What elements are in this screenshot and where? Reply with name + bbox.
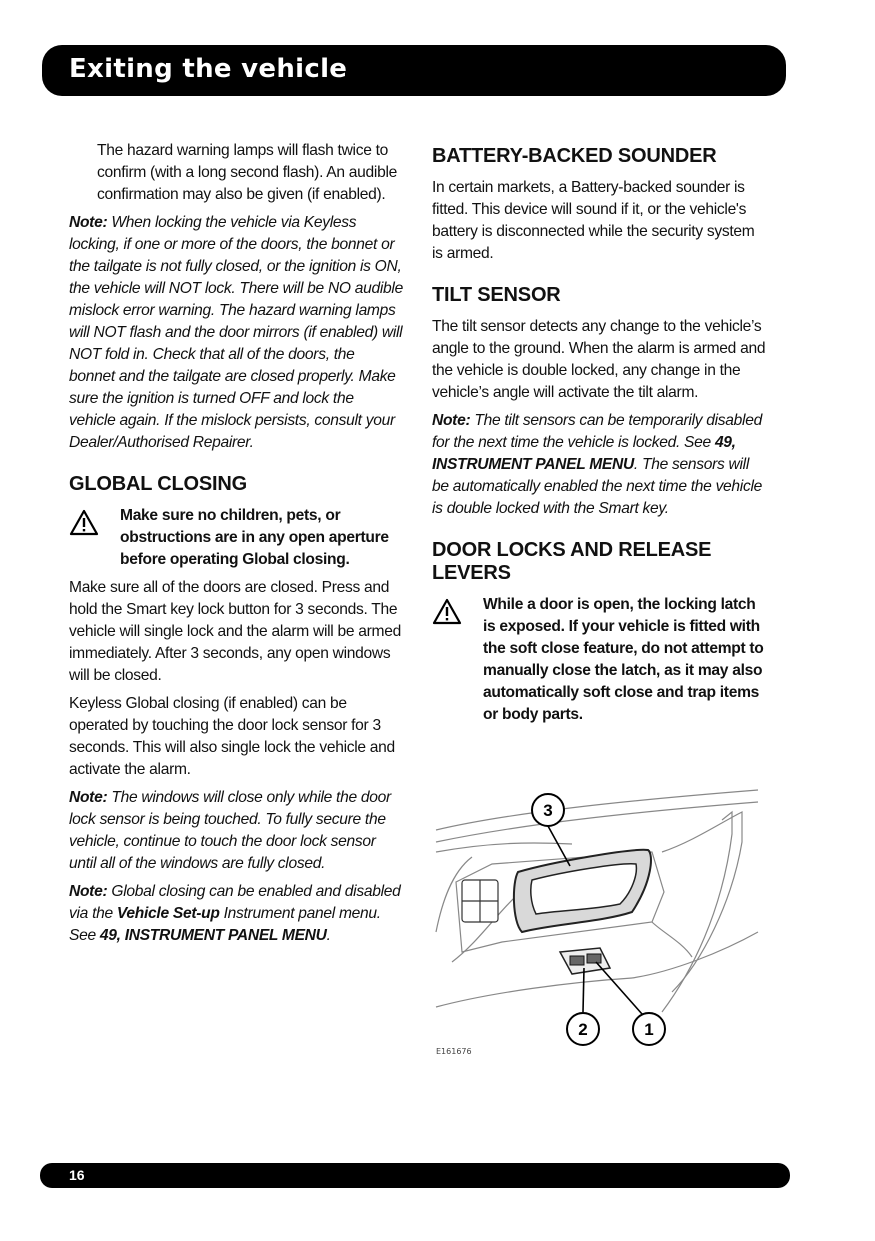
keyless-note xyxy=(69,212,403,454)
note-label: Note: xyxy=(432,412,471,429)
global-closing-paragraph-1: Make sure all of the doors are closed. Press and hold the Smart key lock button for 3 seconds. The vehicle will single lock and the alarm will be armed immediately. After 3 seconds, any open windows will be closed. xyxy=(69,579,401,684)
instrument-panel-menu-link[interactable]: 49, INSTRUMENT PANEL MENU xyxy=(432,434,736,473)
global-closing-heading: GLOBAL CLOSING xyxy=(69,473,247,495)
window-close-note xyxy=(69,787,403,875)
vehicle-setup-menu-ref: Vehicle Set-up xyxy=(116,905,220,922)
warning-icon xyxy=(69,509,99,537)
header-bar xyxy=(42,45,786,96)
figure-code: E161676 xyxy=(436,1047,472,1056)
footer-bar xyxy=(40,1163,790,1188)
door-handle-figure xyxy=(432,782,760,1062)
page-title: Exiting the vehicle xyxy=(69,54,348,84)
warning-icon xyxy=(432,598,462,626)
note-text: . The sensors will be automatically enabled the next time the vehicle is double locked with the Smart key. xyxy=(432,456,763,517)
tilt-paragraph: The tilt sensor detects any change to the vehicle’s angle to the ground. When the alarm is armed and the vehicle is double locked, any change in the vehicle’s angle will activate the tilt alarm. xyxy=(432,318,766,401)
battery-paragraph: In certain markets, a Battery-backed sounder is fitted. This device will sound if it, or the vehicle's battery is disconnected while the security system is armed. xyxy=(432,179,755,262)
note-text: The tilt sensors can be temporarily disabled for the next time the vehicle is locked. See xyxy=(432,412,762,451)
note-text: . xyxy=(326,927,331,944)
tilt-heading: TILT SENSOR xyxy=(432,284,561,306)
note-text: The windows will close only while the door lock sensor is being touched. To fully secure the vehicle, continue to touch the door lock sensor until all of the windows are fully closed. xyxy=(69,789,391,872)
note-label: Note: xyxy=(69,789,108,806)
note-text: When locking the vehicle via Keyless locking, if one or more of the doors, the bonnet or the tailgate is not fully closed, or the ignition is ON, the vehicle will NOT lock. There will be NO audible mislock error warning. The hazard warning lamps will NOT flash and the door mirrors (if enabled) will NOT fold in. Check that all of the doors, the bonnet and the tailgate are closed properly. Make sure the ignition is turned OFF and lock the vehicle again. If the mislock persists, consult your Dealer/Authorised Repairer. xyxy=(69,214,403,451)
battery-heading: BATTERY-BACKED SOUNDER xyxy=(432,145,717,167)
instrument-panel-menu-link[interactable]: 49, INSTRUMENT PANEL MENU xyxy=(99,927,327,944)
left-column xyxy=(69,140,403,953)
callout-2-label: 2 xyxy=(578,1020,588,1039)
note-text: Instrument panel menu. See xyxy=(69,905,381,944)
callout-1-label: 1 xyxy=(644,1020,654,1039)
warning-text: While a door is open, the locking latch is exposed. If your vehicle is fitted with the soft close feature, do not attempt to manually close the latch, as it may also automatically soft close and trap items or body parts. xyxy=(483,596,764,723)
door-locks-warning xyxy=(432,594,767,726)
note-label: Note: xyxy=(69,214,108,231)
door-locks-heading: DOOR LOCKS AND RELEASE LEVERS xyxy=(432,539,712,584)
setup-note xyxy=(69,881,403,947)
note-text: Global closing can be enabled and disabled via the xyxy=(69,883,401,922)
page-number: 16 xyxy=(69,1167,85,1183)
warning-text: Make sure no children, pets, or obstructions are in any open aperture before operating Global closing. xyxy=(120,507,389,568)
global-closing-paragraph-2: Keyless Global closing (if enabled) can be operated by touching the door lock sensor for 3 seconds. This will also single lock the vehicle and activate the alarm. xyxy=(69,695,395,778)
global-closing-warning xyxy=(69,505,403,571)
note-label: Note: xyxy=(69,883,108,900)
callout-3-label: 3 xyxy=(543,801,553,820)
tilt-note xyxy=(432,410,767,520)
door-handle-illustration xyxy=(432,782,760,1047)
hazard-paragraph: The hazard warning lamps will flash twice to confirm (with a long second flash). An audible confirmation may also be given (if enabled). xyxy=(97,142,397,203)
right-column xyxy=(432,140,767,732)
